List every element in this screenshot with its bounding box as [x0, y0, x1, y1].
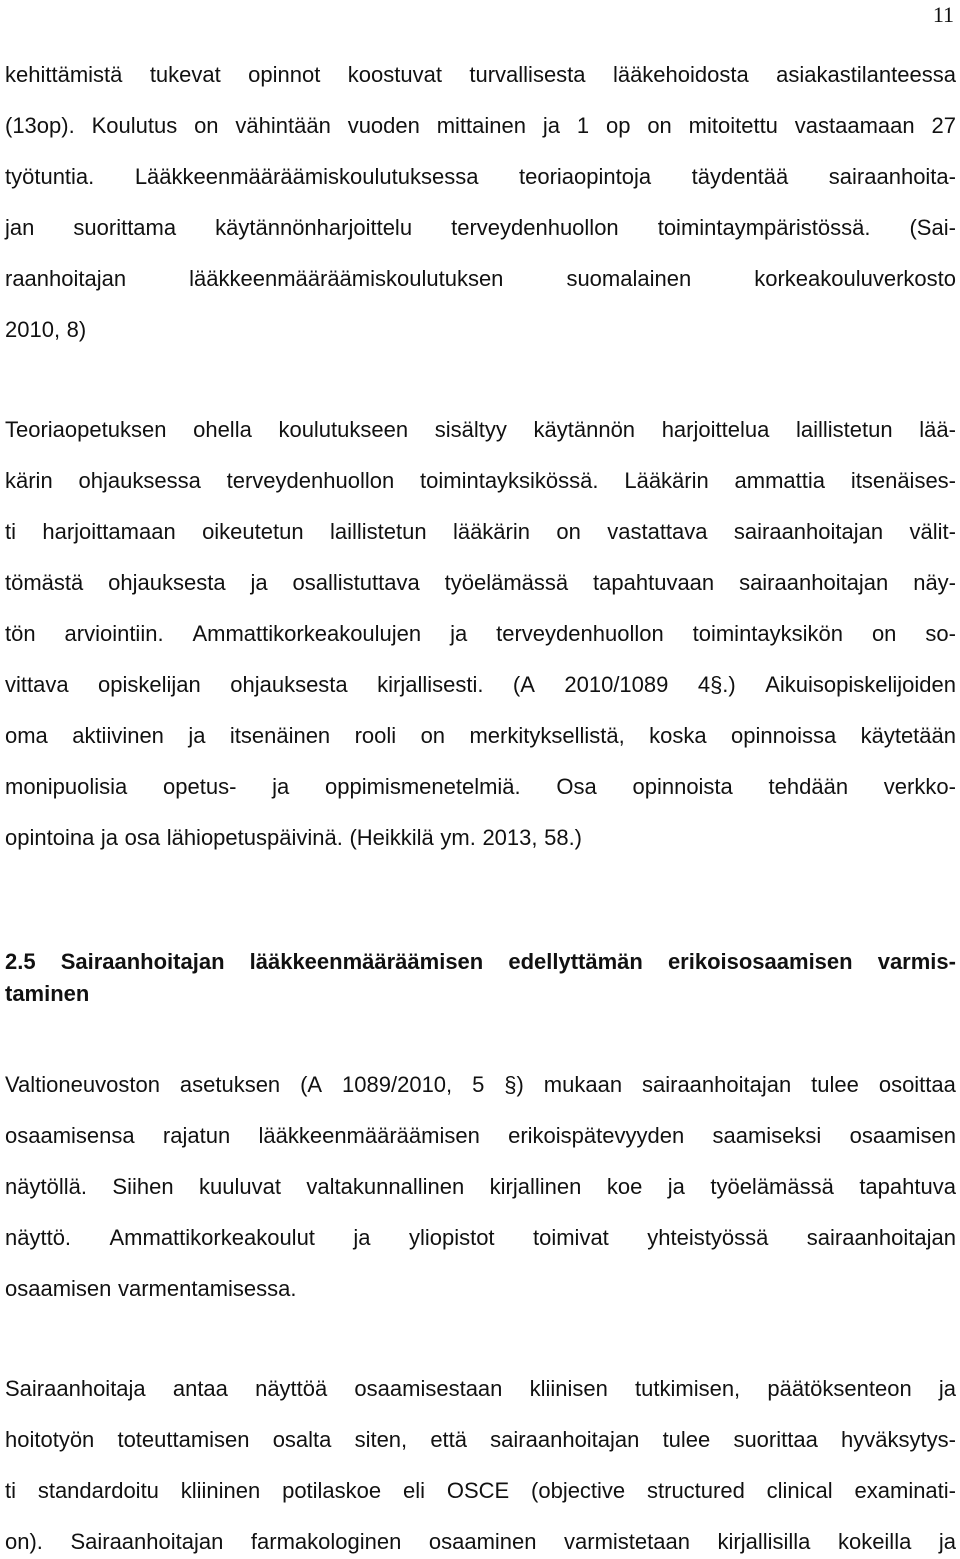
text-line	[5, 668, 956, 702]
word: ja	[353, 1225, 371, 1250]
word: sairaanhoitajan	[490, 1427, 640, 1452]
word: tapahtuva	[859, 1174, 956, 1199]
word: monipuolisia	[5, 774, 128, 799]
word: 1089/2010,	[342, 1072, 453, 1097]
section-heading	[5, 945, 956, 979]
word: käytännön	[533, 417, 636, 442]
word: opinnot	[248, 62, 321, 87]
word: itsenäises-	[850, 468, 956, 493]
word: koulutukseen	[278, 417, 409, 442]
word: so-	[925, 621, 956, 646]
word: tön	[5, 621, 36, 646]
word: raanhoitajan	[5, 266, 127, 291]
text-line	[5, 160, 956, 194]
word: 2010/1089	[564, 672, 669, 697]
word: 2010,	[5, 317, 61, 342]
word: 2013,	[482, 825, 538, 850]
text-line	[5, 1423, 956, 1457]
word: vähintään	[235, 113, 331, 138]
word: käytetään	[860, 723, 956, 748]
word: päätöksenteon	[767, 1376, 912, 1401]
word: sisältyy	[434, 417, 507, 442]
word: ja	[938, 1529, 956, 1554]
word: osalta	[272, 1427, 332, 1452]
word: on	[871, 621, 897, 646]
word: opetus-	[163, 774, 237, 799]
word: itsenäinen	[229, 723, 331, 748]
text-line	[5, 821, 956, 855]
word: sairaanhoita-	[828, 164, 956, 189]
word: vastaamaan	[794, 113, 915, 138]
word: lääkehoidosta	[612, 62, 749, 87]
word: 58.)	[544, 825, 583, 850]
text-line	[5, 515, 956, 549]
word: kliinisen	[529, 1376, 608, 1401]
word: osaamisensa	[5, 1123, 135, 1148]
word: standardoitu	[37, 1478, 159, 1503]
word: kirjallisesti.	[377, 672, 484, 697]
word: Teoriaopetuksen	[5, 417, 167, 442]
word: saamiseksi	[712, 1123, 822, 1148]
word: ohella	[193, 417, 252, 442]
word: ammattia	[734, 468, 826, 493]
word: (Sai-	[909, 215, 956, 240]
text-line	[5, 1474, 956, 1508]
text-line	[5, 1068, 956, 1102]
word: tehdään	[768, 774, 849, 799]
word: Lääkkeenmääräämiskoulutuksessa	[134, 164, 479, 189]
word: asiakastilanteessa	[776, 62, 956, 87]
word: Siihen	[112, 1174, 174, 1199]
word: varmis-	[877, 949, 956, 974]
word: laillistetun	[795, 417, 893, 442]
word: kärin	[5, 468, 53, 493]
word: oma	[5, 723, 48, 748]
word: erikoisosaamisen	[667, 949, 853, 974]
word: Sairaanhoitaja	[5, 1376, 146, 1401]
word: laillistetun	[329, 519, 427, 544]
word: Valtioneuvoston	[5, 1072, 160, 1097]
word: ohjauksesta	[230, 672, 348, 697]
word: on	[420, 723, 446, 748]
word: kokeilla	[837, 1529, 912, 1554]
word: mukaan	[543, 1072, 623, 1097]
word: korkeakouluverkosto	[754, 266, 956, 291]
text-line	[5, 770, 956, 804]
word: lääkärin	[452, 519, 530, 544]
word: varmistetaan	[564, 1529, 690, 1554]
word: sairaanhoitajan	[642, 1072, 792, 1097]
word: op	[605, 113, 631, 138]
word: ja	[272, 774, 290, 799]
word: osallistuttava	[292, 570, 420, 595]
word: farmakologinen	[250, 1529, 402, 1554]
word: (objective	[531, 1478, 626, 1503]
word: tukevat	[149, 62, 221, 87]
word: sairaanhoitajan	[733, 519, 884, 544]
page-number: 11	[932, 2, 954, 27]
word: vuoden	[347, 113, 420, 138]
word: vastattava	[607, 519, 708, 544]
word: ti	[5, 519, 16, 544]
word: työtuntia.	[5, 164, 95, 189]
word: oikeutetun	[202, 519, 304, 544]
word: turvallisesta	[469, 62, 586, 87]
text-line	[5, 313, 956, 347]
word: toteuttamisen	[117, 1427, 250, 1452]
word: osa	[124, 825, 161, 850]
word: Ammattikorkeakoulujen	[192, 621, 422, 646]
word: opintoina	[5, 825, 95, 850]
word: näytöllä.	[5, 1174, 87, 1199]
word: on	[556, 519, 581, 544]
word: mitoitettu	[688, 113, 778, 138]
word: ja	[188, 723, 206, 748]
word: sairaanhoitajan	[806, 1225, 956, 1250]
word: opinnoissa	[731, 723, 837, 748]
word: lähiopetuspäivinä.	[166, 825, 343, 850]
word: osaamisestaan	[354, 1376, 503, 1401]
text-line	[5, 1272, 956, 1306]
word: lääkkeenmääräämisen	[258, 1123, 480, 1148]
word: structured	[647, 1478, 745, 1503]
word: toimivat	[533, 1225, 609, 1250]
word: valtakunnallinen	[306, 1174, 465, 1199]
word: harjoittelua	[661, 417, 770, 442]
text-line	[5, 719, 956, 753]
word: suorittama	[73, 215, 177, 240]
word: 5	[472, 1072, 485, 1097]
word: yhteistyössä	[647, 1225, 769, 1250]
word: ja	[450, 621, 468, 646]
word: terveydenhuollon	[496, 621, 664, 646]
word: näyttöä	[255, 1376, 328, 1401]
word: tutkimisen,	[635, 1376, 741, 1401]
word: 8)	[66, 317, 87, 342]
word: OSCE	[446, 1478, 510, 1503]
word: lääkkeenmääräämiskoulutuksen	[189, 266, 504, 291]
text-line	[5, 58, 956, 92]
word: välit-	[909, 519, 956, 544]
word: ja	[542, 113, 560, 138]
word: 2.5	[5, 949, 36, 974]
word: (A	[512, 672, 535, 697]
word: examinati-	[854, 1478, 956, 1503]
word: Aikuisopiskelijoiden	[765, 672, 956, 697]
word: toimintaympäristössä.	[657, 215, 871, 240]
word: erikoispätevyyden	[508, 1123, 685, 1148]
text-line	[5, 617, 956, 651]
word: suomalainen	[566, 266, 692, 291]
word: arviointiin.	[64, 621, 164, 646]
word: lääkkeenmääräämisen	[249, 949, 484, 974]
word: ja	[938, 1376, 956, 1401]
word: ja	[100, 825, 119, 850]
word: teoriaopintoja	[518, 164, 652, 189]
word: kliininen	[180, 1478, 261, 1503]
word: osaamisen	[849, 1123, 956, 1148]
word: näyttö.	[5, 1225, 72, 1250]
word: kirjallisilla	[717, 1529, 811, 1554]
word: verkko-	[883, 774, 956, 799]
word: jan	[5, 215, 35, 240]
word: tömästä	[5, 570, 84, 595]
word: asetuksen	[179, 1072, 281, 1097]
word: (A	[300, 1072, 323, 1097]
word: (Heikkilä	[349, 825, 434, 850]
word: clinical	[766, 1478, 833, 1503]
word: varmentamisessa.	[117, 1276, 297, 1301]
word: hoitotyön	[5, 1427, 95, 1452]
word: edellyttämän	[508, 949, 643, 974]
word: että	[430, 1427, 468, 1452]
text-line	[5, 1221, 956, 1255]
text-line	[5, 1119, 956, 1153]
section-heading	[5, 977, 956, 1011]
word: ti	[5, 1478, 16, 1503]
word: ja	[667, 1174, 685, 1199]
word: terveydenhuollon	[451, 215, 619, 240]
word: 27	[931, 113, 956, 138]
word: Ammattikorkeakoulut	[109, 1225, 315, 1250]
word: antaa	[172, 1376, 228, 1401]
text-line	[5, 1372, 956, 1406]
text-line	[5, 1170, 956, 1204]
word: eli	[402, 1478, 425, 1503]
word: on	[194, 113, 219, 138]
text-line	[5, 566, 956, 600]
word: toimintayksikössä.	[420, 468, 599, 493]
word: aktiivinen	[72, 723, 164, 748]
word: näy-	[913, 570, 956, 595]
word: ja	[250, 570, 268, 595]
word: mittainen	[436, 113, 527, 138]
word: terveydenhuollon	[226, 468, 395, 493]
word: Lääkärin	[624, 468, 709, 493]
word: kirjallinen	[489, 1174, 582, 1199]
word: koostuvat	[347, 62, 442, 87]
word: merkityksellistä,	[469, 723, 625, 748]
word: opinnoista	[632, 774, 733, 799]
word: vittava	[5, 672, 69, 697]
word: sairaanhoitajan	[739, 570, 889, 595]
word: on	[647, 113, 672, 138]
word: potilaskoe	[282, 1478, 382, 1503]
word: koe	[606, 1174, 643, 1199]
word: suorittaa	[733, 1427, 818, 1452]
word: toimintayksikön	[692, 621, 844, 646]
word: osoittaa	[878, 1072, 956, 1097]
word: rooli	[354, 723, 397, 748]
word: ohjauksessa	[78, 468, 201, 493]
text-line	[5, 464, 956, 498]
word: ym.	[440, 825, 476, 850]
word: työelämässä	[710, 1174, 834, 1199]
word: osaaminen	[428, 1529, 537, 1554]
text-line	[5, 262, 956, 296]
word: tulee	[662, 1427, 711, 1452]
word: 4§.)	[697, 672, 736, 697]
word: harjoittamaan	[42, 519, 176, 544]
word: työelämässä	[444, 570, 569, 595]
word: Sairaanhoitajan	[60, 949, 225, 974]
word: koska	[649, 723, 707, 748]
word: on).	[5, 1529, 43, 1554]
text-line	[5, 211, 956, 245]
word: tapahtuvaan	[593, 570, 715, 595]
word: siten,	[354, 1427, 408, 1452]
word: oppimismenetelmiä.	[325, 774, 521, 799]
word: §)	[504, 1072, 524, 1097]
word: kehittämistä	[5, 62, 123, 87]
word: ohjauksesta	[108, 570, 226, 595]
word: 1	[576, 113, 590, 138]
word: kuuluvat	[199, 1174, 281, 1199]
word: käytännönharjoittelu	[215, 215, 413, 240]
word: Koulutus	[91, 113, 178, 138]
word: hyväksytys-	[840, 1427, 956, 1452]
word: Osa	[556, 774, 597, 799]
text-line	[5, 109, 956, 143]
word: lää-	[919, 417, 956, 442]
word: yliopistot	[408, 1225, 495, 1250]
word: (13op).	[5, 113, 75, 138]
word: täydentää	[691, 164, 789, 189]
word: Sairaanhoitajan	[70, 1529, 224, 1554]
word: osaamisen	[5, 1276, 112, 1301]
word: rajatun	[162, 1123, 231, 1148]
word: tulee	[811, 1072, 859, 1097]
word: taminen	[5, 981, 90, 1006]
text-line	[5, 413, 956, 447]
word: opiskelijan	[98, 672, 201, 697]
